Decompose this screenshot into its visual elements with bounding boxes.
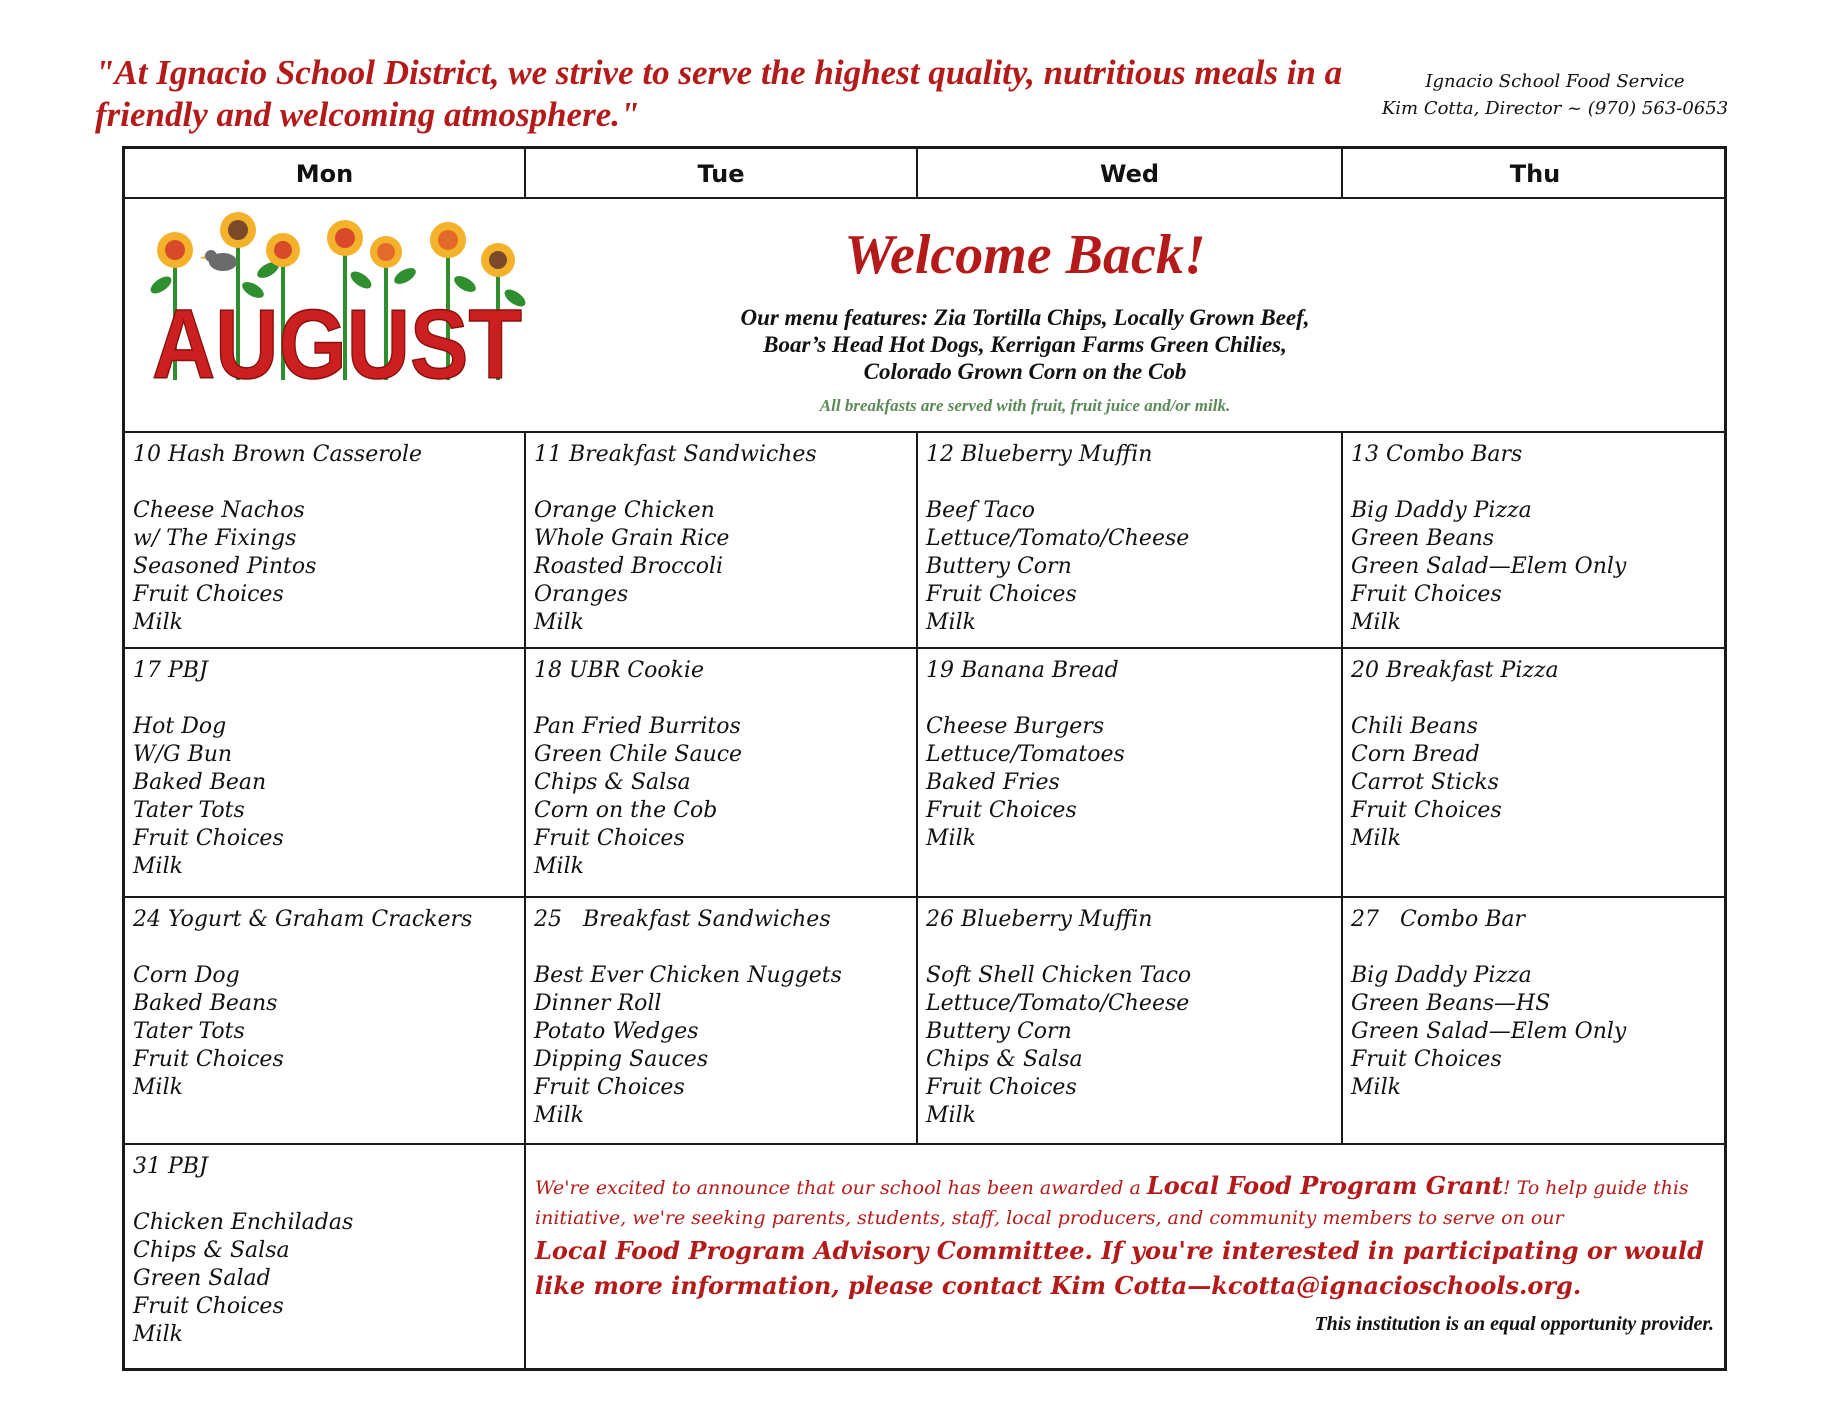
grant-name: Local Food Program Grant	[1146, 1171, 1503, 1200]
menu-item: Roasted Broccoli	[534, 554, 724, 579]
grant-announcement	[525, 1149, 1725, 1303]
menu-item: Fruit Choices	[133, 582, 284, 607]
day-cell	[526, 898, 916, 1130]
breakfast-item: 24 Yogurt & Graham Crackers	[133, 907, 473, 932]
committee-invitation: Local Food Program Advisory Committee. If you're interested in participating or would like more information, please contact Kim Cotta—kcotta@ignacioschools.org.	[535, 1236, 1704, 1300]
menu-item: Baked Beans	[133, 991, 278, 1016]
menu-item: Milk	[926, 610, 976, 635]
breakfast-item: 31 PBJ	[133, 1154, 208, 1179]
menu-item: Chicken Enchiladas	[133, 1210, 354, 1235]
lunch-items	[926, 497, 1335, 637]
menu-item: Dinner Roll	[534, 991, 662, 1016]
menu-item: Big Daddy Pizza	[1351, 498, 1532, 523]
breakfast-item: 25 Breakfast Sandwiches	[534, 907, 831, 932]
lunch-items	[534, 713, 910, 881]
menu-item: Fruit Choices	[534, 1075, 685, 1100]
menu-item: Chips & Salsa	[534, 770, 691, 795]
lunch-items	[133, 1209, 518, 1349]
menu-item: Green Salad—Elem Only	[1351, 554, 1627, 579]
breakfast-item: 11 Breakfast Sandwiches	[534, 442, 817, 467]
menu-item: Cheese Burgers	[926, 714, 1105, 739]
menu-item: Fruit Choices	[1351, 798, 1502, 823]
day-header-thu: Thu	[1509, 160, 1561, 188]
menu-item: Milk	[534, 854, 584, 879]
breakfast-item: 18 UBR Cookie	[534, 658, 704, 683]
menu-item: Lettuce/Tomatoes	[926, 742, 1125, 767]
menu-item: Lettuce/Tomato/Cheese	[926, 991, 1190, 1016]
lunch-items	[1351, 962, 1721, 1102]
menu-item: Milk	[534, 610, 584, 635]
menu-item: Seasoned Pintos	[133, 554, 317, 579]
menu-item: Beef Taco	[926, 498, 1035, 523]
menu-item: Fruit Choices	[133, 826, 284, 851]
mission-quote: "At Ignacio School District, we strive to serve the highest quality, nutritious meals in a friendly and welcoming atmosphere."	[95, 53, 1343, 134]
august-logo-text: AUGUST	[152, 289, 522, 396]
menu-item: Hot Dog	[133, 714, 227, 739]
breakfast-item: 26 Blueberry Muffin	[926, 907, 1153, 932]
menu-item: Corn Bread	[1351, 742, 1480, 767]
menu-item: Tater Tots	[133, 1019, 245, 1044]
august-sunflower-logo	[143, 210, 531, 396]
menu-item: Fruit Choices	[926, 1075, 1077, 1100]
announcement-text: ! To help guide this initiative, we're seeking parents, students, staff, local producers, and community members to serve on our	[535, 1177, 1689, 1229]
day-cell	[526, 433, 916, 637]
menu-item: Milk	[133, 1322, 183, 1347]
menu-item: Buttery Corn	[926, 1019, 1072, 1044]
day-cell	[918, 649, 1341, 853]
lunch-items	[133, 713, 518, 881]
food-service-name: Ignacio School Food Service	[1425, 71, 1685, 92]
menu-item: Milk	[133, 854, 183, 879]
menu-item: Potato Wedges	[534, 1019, 699, 1044]
equal-opportunity-statement: This institution is an equal opportunity provider.	[1314, 1313, 1714, 1335]
menu-features	[525, 304, 1525, 385]
menu-item: Green Salad—Elem Only	[1351, 1019, 1627, 1044]
menu-item: Soft Shell Chicken Taco	[926, 963, 1192, 988]
breakfast-item: 13 Combo Bars	[1351, 442, 1523, 467]
day-cell	[1343, 898, 1727, 1102]
menu-item: Carrot Sticks	[1351, 770, 1499, 795]
menu-item: W/G Bun	[133, 742, 233, 767]
menu-item: Fruit Choices	[926, 798, 1077, 823]
menu-item: Baked Bean	[133, 770, 267, 795]
menu-item: w/ The Fixings	[133, 526, 297, 551]
menu-item: Milk	[1351, 1075, 1401, 1100]
breakfast-item: 19 Banana Bread	[926, 658, 1119, 683]
menu-item: Corn Dog	[133, 963, 240, 988]
lunch-items	[926, 713, 1335, 853]
day-cell	[1343, 433, 1727, 637]
director-contact: Kim Cotta, Director ~ (970) 563-0653	[1381, 98, 1729, 119]
menu-item: Best Ever Chicken Nuggets	[534, 963, 842, 988]
day-cell	[125, 433, 524, 637]
menu-item: Milk	[133, 1075, 183, 1100]
day-cell	[1343, 649, 1727, 853]
menu-item: Tater Tots	[133, 798, 245, 823]
day-header-mon: Mon	[295, 160, 354, 188]
breakfast-item: 12 Blueberry Muffin	[926, 442, 1153, 467]
menu-item: Chili Beans	[1351, 714, 1478, 739]
lunch-items	[534, 962, 910, 1130]
day-cell	[125, 649, 524, 881]
lunch-items	[133, 497, 518, 637]
day-header-tue: Tue	[697, 160, 745, 188]
menu-item: Baked Fries	[926, 770, 1060, 795]
day-cell	[918, 433, 1341, 637]
menu-item: Milk	[1351, 610, 1401, 635]
menu-item: Pan Fried Burritos	[534, 714, 741, 739]
lunch-items	[133, 962, 518, 1102]
menu-item: Fruit Choices	[1351, 1047, 1502, 1072]
day-cell	[125, 1145, 524, 1349]
menu-item: Fruit Choices	[1351, 582, 1502, 607]
menu-item: Green Beans—HS	[1351, 991, 1551, 1016]
menu-item: Milk	[926, 1103, 976, 1128]
menu-item: Buttery Corn	[926, 554, 1072, 579]
menu-item: Fruit Choices	[926, 582, 1077, 607]
menu-item: Milk	[133, 610, 183, 635]
menu-item: Green Beans	[1351, 526, 1495, 551]
day-cell	[526, 649, 916, 881]
welcome-heading: Welcome Back!	[844, 224, 1206, 286]
breakfast-note: All breakfasts are served with fruit, fruit juice and/or milk.	[819, 396, 1231, 415]
menu-item: Orange Chicken	[534, 498, 715, 523]
feature-line: Our menu features: Zia Tortilla Chips, Locally Grown Beef,	[740, 305, 1310, 330]
breakfast-item: 17 PBJ	[133, 658, 208, 683]
menu-item: Fruit Choices	[133, 1294, 284, 1319]
menu-item: Milk	[926, 826, 976, 851]
breakfast-item: 10 Hash Brown Casserole	[133, 442, 423, 467]
menu-item: Lettuce/Tomato/Cheese	[926, 526, 1190, 551]
announcement-text: We're excited to announce that our school has been awarded a	[535, 1177, 1147, 1199]
menu-item: Dipping Sauces	[534, 1047, 709, 1072]
menu-item: Milk	[1351, 826, 1401, 851]
feature-line: Boar’s Head Hot Dogs, Kerrigan Farms Green Chilies,	[763, 332, 1287, 357]
menu-item: Fruit Choices	[534, 826, 685, 851]
menu-item: Fruit Choices	[133, 1047, 284, 1072]
menu-item: Green Chile Sauce	[534, 742, 743, 767]
menu-item: Corn on the Cob	[534, 798, 718, 823]
day-cell	[125, 898, 524, 1102]
lunch-items	[926, 962, 1335, 1130]
lunch-items	[534, 497, 910, 637]
breakfast-item: 27 Combo Bar	[1351, 907, 1526, 932]
menu-item: Big Daddy Pizza	[1351, 963, 1532, 988]
menu-item: Whole Grain Rice	[534, 526, 730, 551]
menu-item: Cheese Nachos	[133, 498, 305, 523]
lunch-items	[1351, 713, 1721, 853]
contact-block	[1370, 68, 1740, 122]
welcome-banner	[125, 200, 1724, 431]
day-header-wed: Wed	[1099, 160, 1160, 188]
day-cell	[918, 898, 1341, 1130]
feature-line: Colorado Grown Corn on the Cob	[863, 359, 1187, 384]
menu-item: Milk	[534, 1103, 584, 1128]
menu-item: Chips & Salsa	[133, 1238, 290, 1263]
menu-item: Oranges	[534, 582, 629, 607]
menu-item: Green Salad	[133, 1266, 271, 1291]
menu-calendar	[122, 146, 1727, 1371]
breakfast-item: 20 Breakfast Pizza	[1351, 658, 1559, 683]
lunch-items	[1351, 497, 1721, 637]
menu-item: Chips & Salsa	[926, 1047, 1083, 1072]
announcement-paragraph	[525, 1149, 1725, 1233]
